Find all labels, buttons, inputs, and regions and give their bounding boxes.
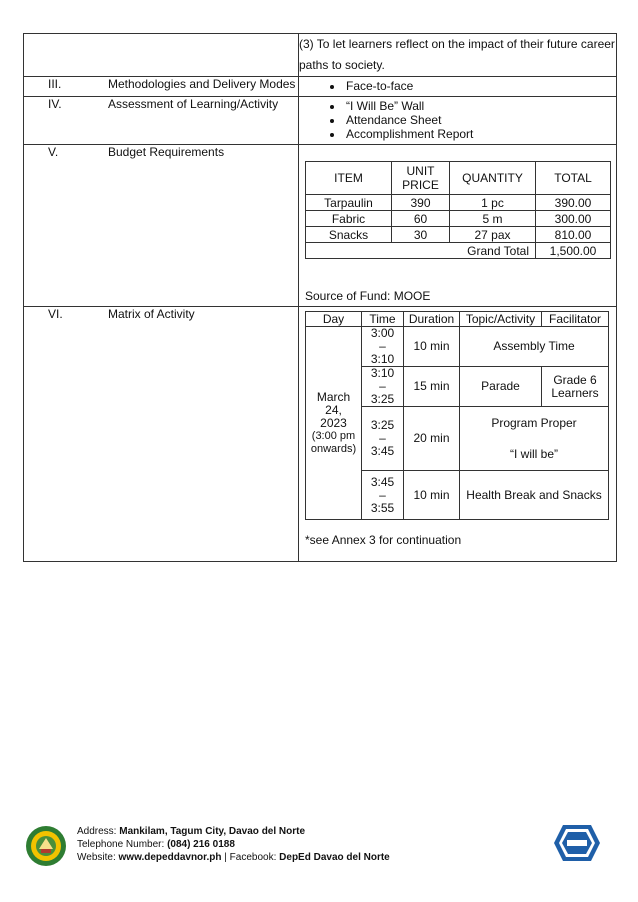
row-iii-content <box>299 77 617 97</box>
table-row <box>306 227 611 243</box>
row-v-number: V. <box>48 145 59 159</box>
time-dash: – <box>379 431 386 445</box>
day-line: 24, <box>325 402 342 417</box>
time-end: 3:45 <box>370 444 395 458</box>
day-cell <box>306 327 362 520</box>
day-line: 2023 <box>320 415 347 430</box>
table-row <box>306 327 609 367</box>
time-start: 3:45 <box>370 474 395 489</box>
budget-cell: 300.00 <box>536 211 611 227</box>
time-dash: – <box>379 379 386 393</box>
matrix-header-row <box>306 312 609 327</box>
annex-note: *see Annex 3 for continuation <box>305 533 462 547</box>
topic-cell: Parade <box>460 367 542 407</box>
footer-address <box>77 825 390 838</box>
time-cell <box>362 471 404 520</box>
duration-cell: 15 min <box>404 367 460 407</box>
budget-cell: 30 <box>392 227 450 243</box>
tuv-sud-certification-icon <box>553 823 601 863</box>
budget-cell: 60 <box>392 211 450 227</box>
row-vi-label: Matrix of Activity <box>108 307 195 321</box>
day-line: (3:00 pm <box>311 429 356 442</box>
row-iv-number: IV. <box>48 97 62 111</box>
activity-matrix-table <box>305 311 609 520</box>
facilitator-line: Grade 6 <box>553 372 597 387</box>
address-label: Address: <box>77 826 117 837</box>
table-row <box>306 195 611 211</box>
topic-cell <box>460 407 609 471</box>
matrix-header-facilitator: Facilitator <box>542 312 609 327</box>
time-end: 3:55 <box>370 500 395 515</box>
matrix-header-day: Day <box>306 312 362 327</box>
footer <box>77 825 390 864</box>
deped-davao-del-norte-seal-icon <box>25 825 67 867</box>
budget-cell: Fabric <box>306 211 392 227</box>
matrix-header-duration: Duration <box>404 312 460 327</box>
budget-header-unit-price: UNIT PRICE <box>392 162 450 195</box>
list-item: • Attendance Sheet <box>344 113 616 127</box>
facebook-label: Facebook: <box>229 852 277 863</box>
address-value: Mankilam, Tagum City, Davao del Norte <box>119 826 306 837</box>
matrix-header-topic: Topic/Activity <box>460 312 542 327</box>
row-iv-content <box>299 97 617 145</box>
row-iv <box>24 97 617 145</box>
phone-value: (084) 216 0188 <box>167 839 235 850</box>
day-line: onwards) <box>310 442 357 455</box>
budget-cell: 390.00 <box>536 195 611 211</box>
facilitator-cell <box>542 367 609 407</box>
budget-header-row <box>306 162 611 195</box>
row-vi-number: VI. <box>48 307 63 321</box>
budget-cell: 27 pax <box>450 227 536 243</box>
time-cell <box>362 327 404 367</box>
list-item: • “I Will Be” Wall <box>344 99 616 113</box>
list-item: • Face-to-face <box>344 79 616 93</box>
row-iii <box>24 77 617 97</box>
row-vi-heading <box>24 307 299 562</box>
time-cell <box>362 407 404 471</box>
footer-phone <box>77 838 390 851</box>
grand-total-value: 1,500.00 <box>536 243 611 259</box>
budget-cell: 810.00 <box>536 227 611 243</box>
list-item: • Accomplishment Report <box>344 127 616 141</box>
row-iv-heading <box>24 97 299 145</box>
facebook-link[interactable]: DepEd Davao del Norte <box>279 852 390 863</box>
time-start: 3:00 <box>370 326 395 340</box>
row-v-content <box>299 145 617 307</box>
delivery-modes-list <box>299 77 616 96</box>
budget-cell: Snacks <box>306 227 392 243</box>
time-dash: – <box>379 339 386 353</box>
facilitator-line: Learners <box>551 385 599 400</box>
duration-cell: 10 min <box>404 327 460 367</box>
objective-continuation-row <box>24 34 617 77</box>
budget-cell: Tarpaulin <box>306 195 392 211</box>
row-iii-label: Methodologies and Delivery Modes <box>108 77 296 91</box>
matrix-header-time: Time <box>362 312 404 327</box>
website-link[interactable]: www.depeddavnor.ph <box>118 852 222 863</box>
topic-cell: Health Break and Snacks <box>460 471 609 520</box>
budget-table <box>305 161 611 259</box>
row-vi <box>24 307 617 562</box>
time-dash: – <box>379 487 386 502</box>
separator: | <box>224 852 227 863</box>
plan-table <box>23 33 617 562</box>
footer-web <box>77 851 390 864</box>
budget-cell: 1 pc <box>450 195 536 211</box>
row-iii-number: III. <box>48 77 62 91</box>
row-vi-content <box>299 307 617 562</box>
row-v <box>24 145 617 307</box>
duration-cell: 20 min <box>404 407 460 471</box>
day-line: March <box>316 389 351 404</box>
grand-total-row <box>306 243 611 259</box>
time-start: 3:25 <box>370 418 395 432</box>
budget-header-total: TOTAL <box>536 162 611 195</box>
topic-subtitle: “I will be” <box>509 446 558 461</box>
budget-header-item: ITEM <box>306 162 392 195</box>
assessment-list <box>299 97 616 144</box>
empty-cell <box>24 34 299 77</box>
website-label: Website: <box>77 852 116 863</box>
table-row <box>306 211 611 227</box>
source-of-fund: Source of Fund: MOOE <box>305 289 431 303</box>
row-v-heading <box>24 145 299 307</box>
topic-title: Program Proper <box>491 415 577 430</box>
row-v-label: Budget Requirements <box>108 145 225 159</box>
row-iii-heading <box>24 77 299 97</box>
time-end: 3:10 <box>370 352 395 366</box>
budget-cell: 5 m <box>450 211 536 227</box>
duration-cell: 10 min <box>404 471 460 520</box>
topic-cell: Assembly Time <box>460 327 609 367</box>
budget-header-quantity: QUANTITY <box>450 162 536 195</box>
objective-text: (3) To let learners reflect on the impact of their future career paths to society. <box>299 34 617 77</box>
phone-label: Telephone Number: <box>77 839 165 850</box>
grand-total-label: Grand Total <box>306 243 536 259</box>
time-start: 3:10 <box>370 366 395 380</box>
budget-cell: 390 <box>392 195 450 211</box>
time-cell <box>362 367 404 407</box>
row-iv-label: Assessment of Learning/Activity <box>108 97 279 111</box>
time-end: 3:25 <box>370 392 395 406</box>
